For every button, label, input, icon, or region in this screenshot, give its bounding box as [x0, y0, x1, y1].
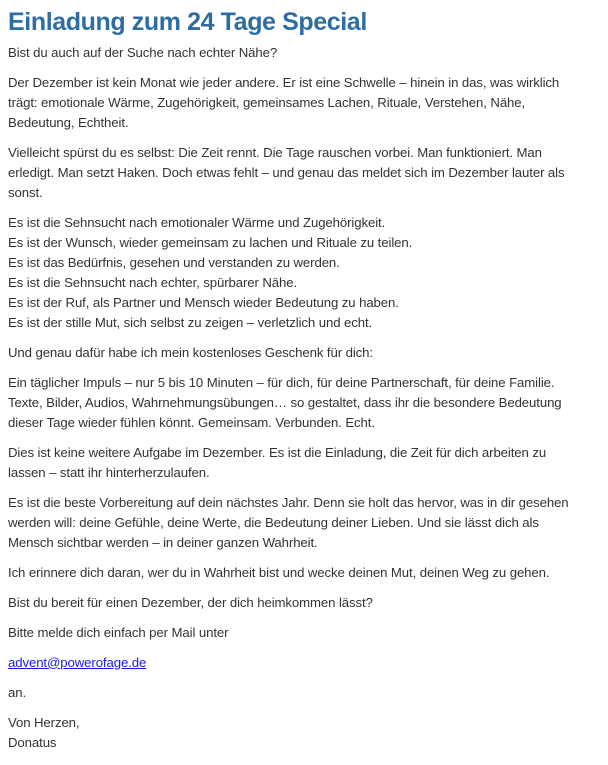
text-line: werden will: deine Gefühle, deine Werte, die Bedeutung deiner Lieben. Und sie lässt dich als [8, 514, 539, 530]
text-line: Es ist der Wunsch, wieder gemeinsam zu lachen und Rituale zu teilen. [8, 234, 413, 250]
text-line: Es ist der Ruf, als Partner und Mensch wieder Bedeutung zu haben. [8, 294, 399, 310]
paragraph [8, 713, 600, 753]
text-line: Ich erinnere dich daran, wer du in Wahrheit bist und wecke deinen Mut, deinen Weg zu gehen. [8, 564, 550, 580]
text-line: Bitte melde dich einfach per Mail unter [8, 624, 229, 640]
paragraph [8, 143, 600, 203]
text-line: Bedeutung, Echtheit. [8, 114, 129, 130]
paragraph [8, 343, 600, 363]
text-line: Dies ist keine weitere Aufgabe im Dezember. Es ist die Einladung, die Zeit für dich arbeiten zu [8, 444, 547, 460]
text-line: sonst. [8, 184, 43, 200]
paragraph [8, 493, 600, 553]
paragraph [8, 73, 600, 133]
text-line: Es ist die beste Vorbereitung auf dein nächstes Jahr. Denn sie holt das hervor, was in dir gesehen [8, 494, 569, 510]
paragraph [8, 43, 600, 63]
email-link[interactable]: advent@powerofage.de [8, 654, 147, 670]
text-line: erledigt. Man setzt Haken. Doch etwas fehlt – und genau das meldet sich im Dezember lauter als [8, 164, 565, 180]
paragraph [8, 213, 600, 333]
text-line: Es ist die Sehnsucht nach echter, spürbarer Nähe. [8, 274, 298, 290]
text-line: Von Herzen, [8, 714, 80, 730]
text-line: Der Dezember ist kein Monat wie jeder andere. Er ist eine Schwelle – hinein in das, was wirklich [8, 74, 560, 90]
text-line: dieser Tage wieder fühlen könnt. Gemeinsam. Verbunden. Echt. [8, 414, 375, 430]
text-line: Ein täglicher Impuls – nur 5 bis 10 Minuten – für dich, für deine Partnerschaft, für deine Familie. [8, 374, 555, 390]
text-line: Es ist der stille Mut, sich selbst zu zeigen – verletzlich und echt. [8, 314, 373, 330]
paragraph [8, 373, 600, 433]
text-line: Und genau dafür habe ich mein kostenloses Geschenk für dich: [8, 344, 373, 360]
text-line: Donatus [8, 734, 57, 750]
text-line: Bist du bereit für einen Dezember, der dich heimkommen lässt? [8, 594, 373, 610]
paragraph [8, 653, 600, 673]
text-line: Es ist das Bedürfnis, gesehen und verstanden zu werden. [8, 254, 340, 270]
text-line: Bist du auch auf der Suche nach echter Nähe? [8, 44, 278, 60]
paragraph [8, 563, 600, 583]
text-line: Mensch sichtbar werden – in deiner ganzen Wahrheit. [8, 534, 318, 550]
paragraph [8, 623, 600, 643]
text-line: Vielleicht spürst du es selbst: Die Zeit rennt. Die Tage rauschen vorbei. Man funktioniert. Man [8, 144, 542, 160]
page-title: Einladung zum 24 Tage Special [8, 8, 367, 36]
paragraph [8, 683, 600, 703]
paragraph [8, 593, 600, 613]
text-line: Es ist die Sehnsucht nach emotionaler Wärme und Zugehörigkeit. [8, 214, 386, 230]
document-body [8, 43, 600, 753]
text-line: trägt: emotionale Wärme, Zugehörigkeit, gemeinsames Lachen, Rituale, Verstehen, Nähe, [8, 94, 526, 110]
paragraph [8, 443, 600, 483]
text-line: lassen – statt ihr hinterherzulaufen. [8, 464, 210, 480]
text-line: an. [8, 684, 27, 700]
text-line: Texte, Bilder, Audios, Wahrnehmungsübungen… so gestaltet, dass ihr die besondere Bedeutung [8, 394, 562, 410]
